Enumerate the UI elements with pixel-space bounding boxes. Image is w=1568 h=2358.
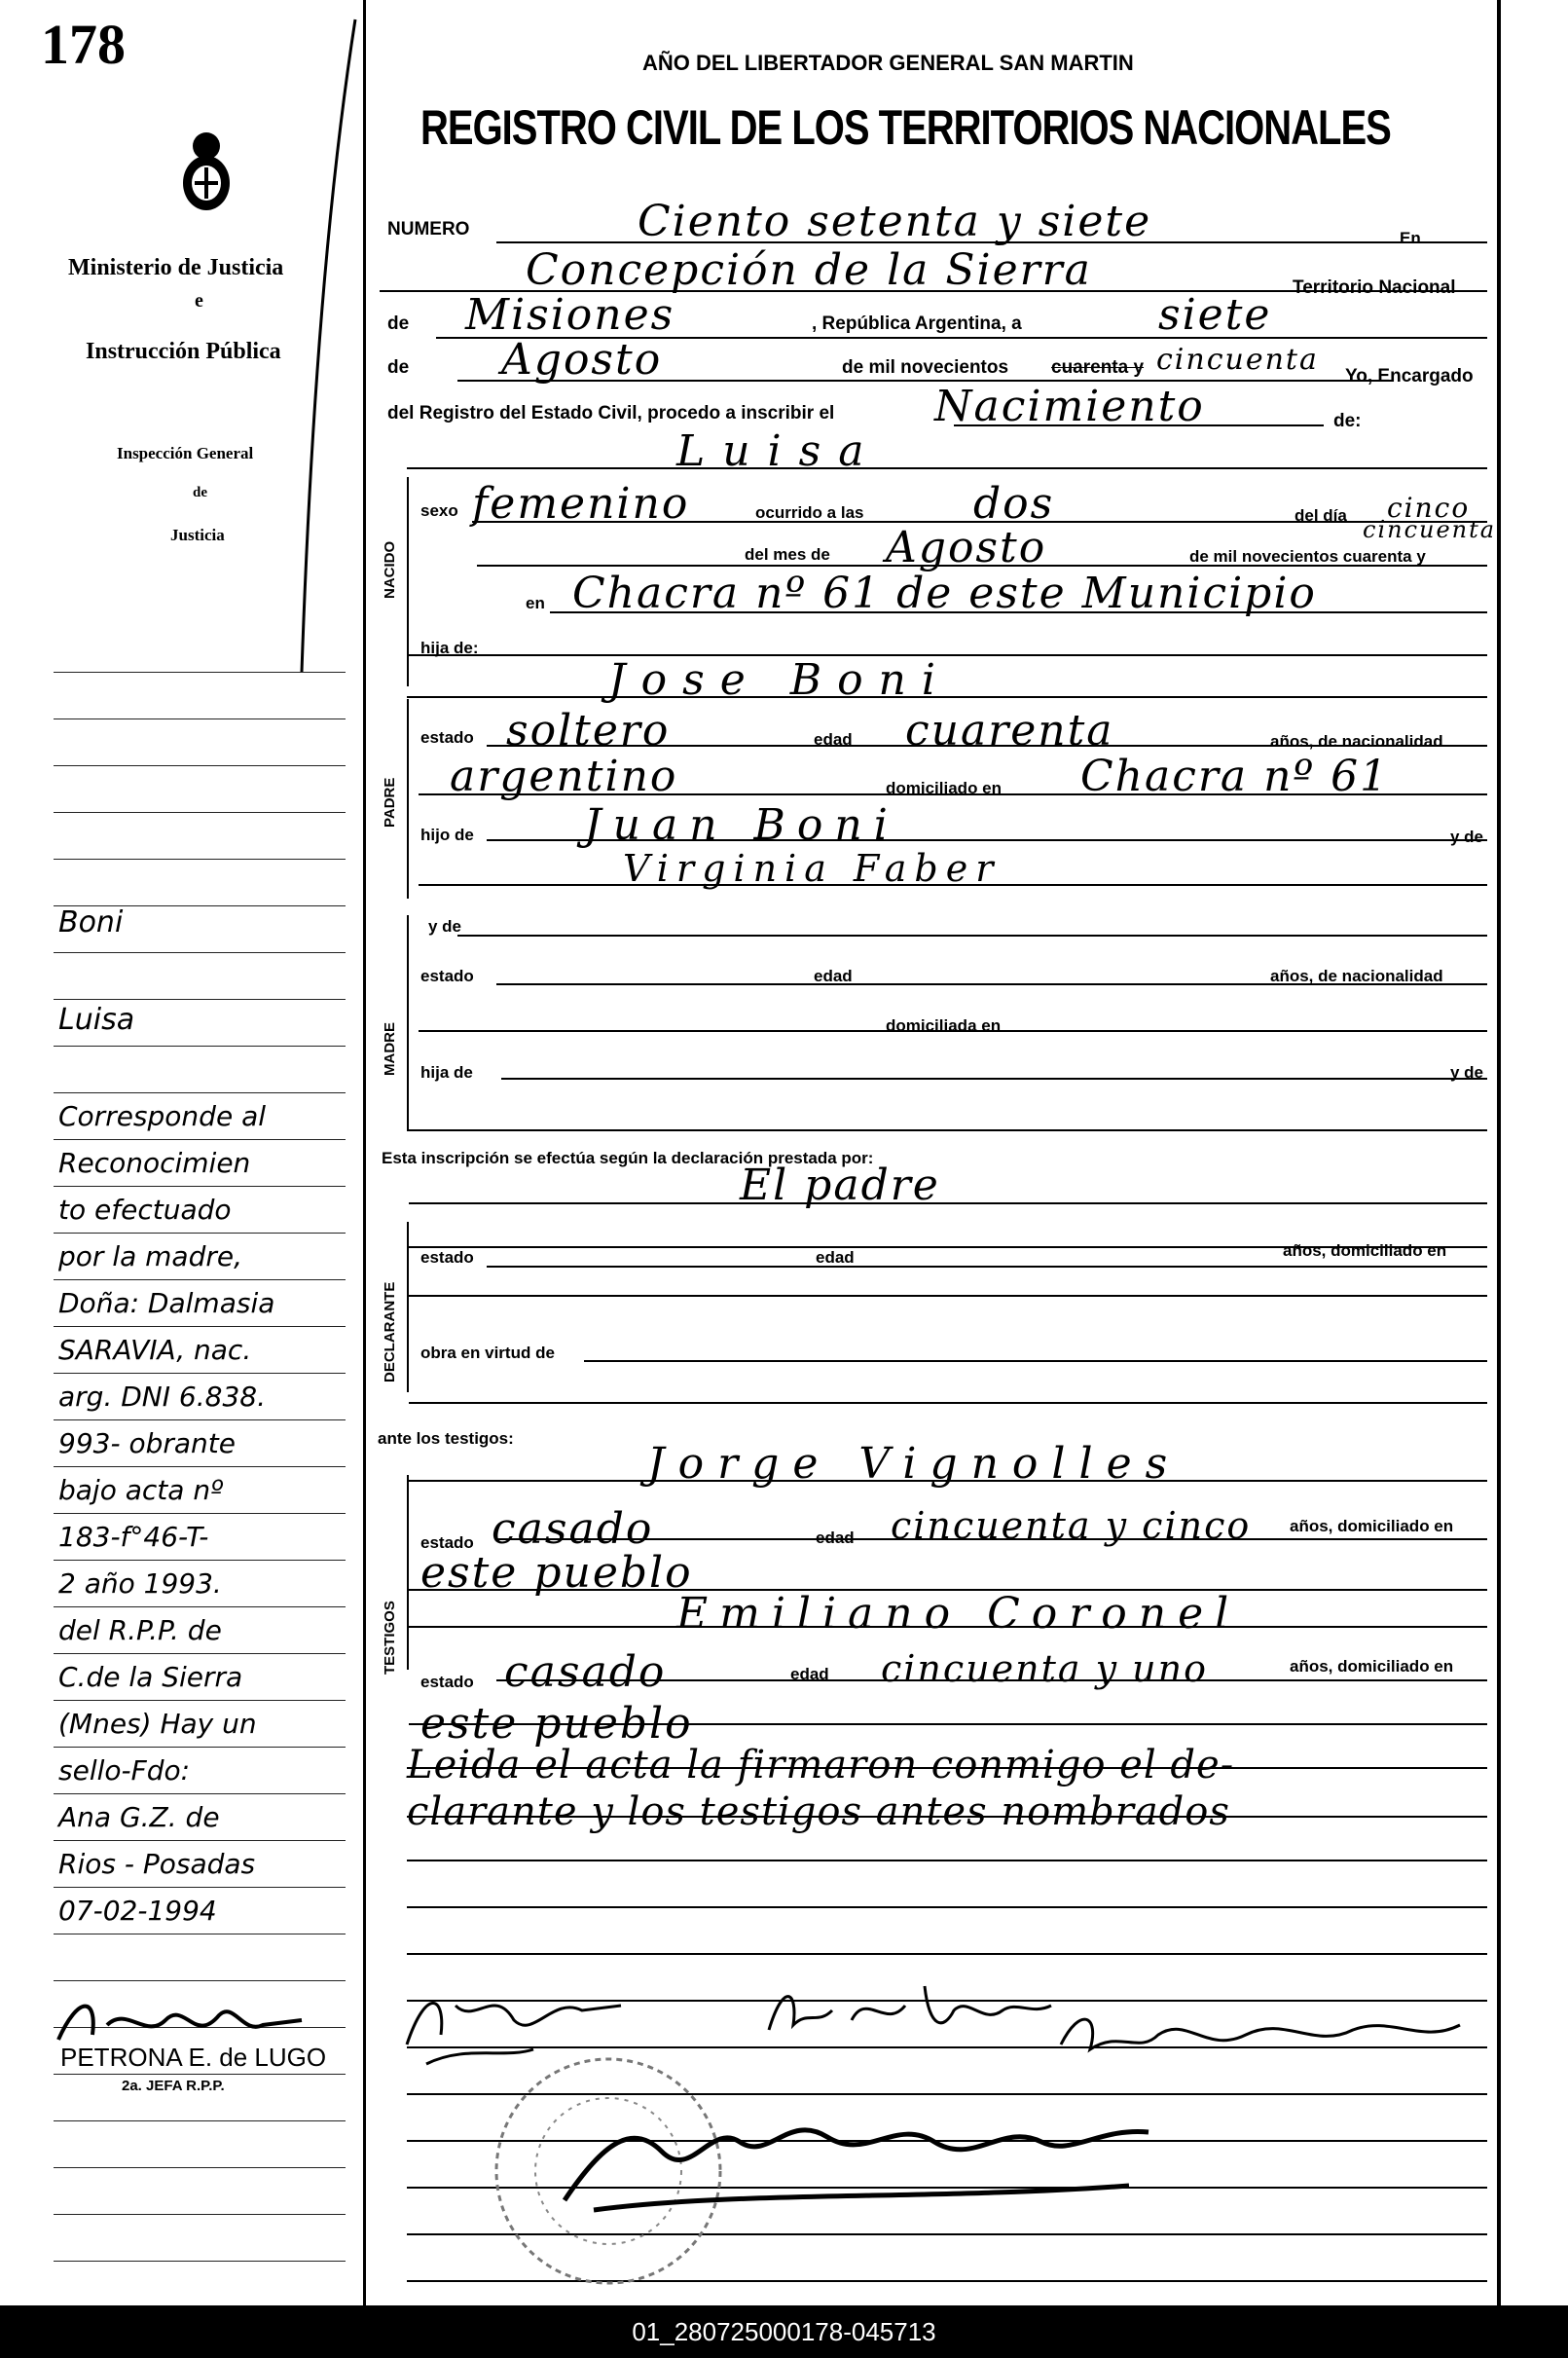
form-ruled-line — [407, 1129, 1487, 1131]
margin-ruled-line — [54, 1560, 346, 1561]
signature-registrar — [545, 2083, 1168, 2229]
coat-of-arms-icon — [167, 127, 245, 214]
form-ruled-line — [409, 1295, 1487, 1297]
margin-annotation-line: (Mnes) Hay un — [58, 1708, 257, 1740]
margin-stamp-title: 2a. JEFA R.P.P. — [122, 2078, 225, 2094]
document-id-footer: 01_280725000178-045713 — [0, 2305, 1568, 2358]
margin-surname: Boni — [58, 905, 124, 940]
declarante-section-label: DECLARANTE — [382, 1281, 398, 1382]
hija-label: hija de: — [420, 639, 479, 657]
witness2-estado-label: estado — [420, 1673, 474, 1691]
testigos-intro: ante los testigos: — [378, 1429, 514, 1448]
margin-annotation-line: sello-Fdo: — [58, 1754, 191, 1787]
margin-ruled-line — [54, 999, 346, 1000]
ministry-line2: e — [195, 290, 203, 312]
form-ruled-line — [407, 1953, 1487, 1955]
form-ruled-line — [501, 1078, 1487, 1080]
header-motto: AÑO DEL LIBERTADOR GENERAL SAN MARTIN — [642, 51, 1134, 75]
form-ruled-line — [457, 935, 1487, 937]
madre-estado-label: estado — [420, 967, 474, 985]
child-name-value: Luisa — [676, 426, 882, 476]
margin-ruled-line — [54, 1653, 346, 1654]
signature-witness2 — [1051, 1996, 1479, 2074]
margin-annotation-line: Reconocimien — [58, 1147, 251, 1179]
ministry-line3: Instrucción Pública — [86, 339, 281, 364]
witness1-edad-label: edad — [816, 1529, 855, 1547]
witness2-edad-value: cincuenta y uno — [881, 1647, 1209, 1690]
witness2-anos-label: años, domiciliado en — [1290, 1657, 1454, 1676]
sexo-value: femenino — [472, 479, 690, 529]
year-value: cincuenta — [1156, 343, 1319, 377]
margin-ruled-line — [54, 1887, 346, 1888]
place-value: Concepción de la Sierra — [526, 245, 1092, 295]
margin-given-name: Luisa — [58, 1003, 135, 1037]
margin-ruled-line — [54, 1326, 346, 1327]
margin-ruled-line — [54, 1840, 346, 1841]
numero-label: NUMERO — [387, 219, 470, 239]
witness2-domicilio-value: este pueblo — [420, 1699, 693, 1749]
madre-hija-label: hija de — [420, 1063, 473, 1082]
margin-annotation-line: 993- obrante — [58, 1427, 236, 1459]
padre-edad-label: edad — [814, 730, 853, 749]
closing-line1: Leida el acta la firmaron conmigo el de- — [407, 1743, 1235, 1787]
margin-ruled-line — [54, 1466, 346, 1467]
padre-domicilio-value: Chacra nº 61 — [1080, 752, 1390, 801]
inspection-line3: Justicia — [170, 526, 225, 544]
margin-annotation-line: 2 año 1993. — [58, 1567, 222, 1600]
padre-estado-value: soltero — [506, 706, 671, 755]
margin-ruled-line — [54, 2120, 346, 2121]
yo-label: Yo, Encargado — [1345, 366, 1474, 387]
margin-ruled-line — [54, 1139, 346, 1140]
signature-father — [759, 1971, 1071, 2049]
province-value: Misiones — [465, 290, 675, 340]
form-ruled-line — [409, 1202, 1487, 1204]
margin-annotation-line: bajo acta nº — [58, 1474, 224, 1506]
margin-annotation-line: SARAVIA, nac. — [58, 1334, 252, 1366]
margin-annotation-line: C.de la Sierra — [58, 1661, 243, 1693]
de3-label: de: — [1333, 411, 1362, 431]
margin-ruled-line — [54, 952, 346, 953]
margin-ruled-line — [54, 1419, 346, 1420]
padre-y-de-label: y de — [1450, 828, 1484, 846]
madre-bracket — [407, 915, 409, 1129]
padre-bracket — [407, 699, 409, 899]
birth-year-value: cincuenta — [1363, 516, 1497, 543]
padre-anos-label: años, de nacionalidad — [1270, 732, 1443, 751]
father-name-value: Jose Boni — [608, 655, 951, 705]
margin-annotation-line: Rios - Posadas — [58, 1848, 256, 1880]
margin-ruled-line — [54, 1513, 346, 1514]
margin-ruled-line — [54, 1793, 346, 1794]
witness1-domicilio-value: este pueblo — [420, 1548, 693, 1598]
margin-ruled-line — [54, 718, 346, 719]
header-title: REGISTRO CIVIL DE LOS TERRITORIOS NACIONALES — [420, 101, 1391, 155]
ministry-line1: Ministerio de Justicia — [68, 255, 284, 280]
witness1-estado-value: casado — [492, 1504, 654, 1554]
birth-place-value: Chacra nº 61 de este Municipio — [572, 569, 1317, 618]
republica-label: , República Argentina, a — [812, 313, 1022, 334]
form-ruled-line — [584, 1360, 1487, 1362]
declarant-value: El padre — [740, 1161, 940, 1210]
padre-domiciliado-label: domiciliado en — [886, 779, 1003, 797]
padre-section-label: PADRE — [382, 777, 398, 828]
form-ruled-line — [487, 1266, 1487, 1268]
form-ruled-line — [1085, 337, 1134, 339]
margin-stamp-name: PETRONA E. de LUGO — [60, 2043, 327, 2072]
margin-ruled-line — [54, 2167, 346, 2168]
margin-ruled-line — [54, 1747, 346, 1748]
form-ruled-line — [409, 1402, 1487, 1404]
madre-anos-label: años, de nacionalidad — [1270, 967, 1443, 985]
declarante-edad-label: edad — [816, 1248, 855, 1267]
margin-annotation-line: por la madre, — [58, 1240, 242, 1272]
witness1-estado-label: estado — [420, 1533, 474, 1552]
margin-annotation-line: Corresponde al — [58, 1100, 267, 1132]
declarante-estado-label: estado — [420, 1248, 474, 1267]
margin-ruled-line — [54, 1233, 346, 1234]
madre-y-de2-label: y de — [1450, 1063, 1484, 1082]
padre-estado-label: estado — [420, 728, 474, 747]
right-border — [1497, 0, 1501, 2305]
paternal-grandmother-value: Virginia Faber — [623, 847, 1002, 890]
padre-hijo-label: hijo de — [420, 826, 474, 844]
mes-label: del mes de — [745, 545, 830, 564]
act-value: Nacimiento — [934, 382, 1205, 431]
declarante-obra-label: obra en virtud de — [420, 1344, 555, 1362]
year-text-label: de mil novecientos — [842, 357, 1009, 378]
margin-separator — [363, 0, 366, 2305]
margin-ruled-line — [54, 812, 346, 813]
padre-nationality-value: argentino — [450, 752, 678, 801]
birth-year-label: de mil novecientos cuarenta y — [1189, 547, 1426, 566]
sexo-label: sexo — [420, 501, 458, 520]
territorio-label: Territorio Nacional — [1293, 277, 1456, 298]
witness1-edad-value: cincuenta y cinco — [891, 1504, 1252, 1547]
margin-annotation-line: del R.P.P. de — [58, 1614, 222, 1646]
birth-en-label: en — [526, 594, 545, 612]
en-label: En — [1400, 229, 1421, 247]
margin-ruled-line — [54, 1046, 346, 1047]
margin-ruled-line — [54, 1092, 346, 1093]
margin-ruled-line — [54, 2214, 346, 2215]
margin-ruled-line — [54, 1980, 346, 1981]
testigos-bracket — [407, 1475, 409, 1670]
margin-ruled-line — [54, 1279, 346, 1280]
witness2-edad-label: edad — [790, 1665, 829, 1683]
madre-edad-label: edad — [814, 967, 853, 985]
witness2-estado-value: casado — [504, 1647, 667, 1697]
page-number: 178 — [41, 13, 126, 76]
closing-line2: clarante y los testigos antes nombrados — [407, 1789, 1230, 1834]
de-label: de — [387, 313, 410, 334]
margin-annotation-line: Doña: Dalmasia — [58, 1287, 275, 1319]
day-value: siete — [1158, 290, 1272, 340]
testigos-section-label: TESTIGOS — [382, 1601, 398, 1675]
hour-value: dos — [973, 479, 1055, 529]
margin-annotation-line: 183-f°46-T- — [58, 1521, 209, 1553]
nacido-section-label: NACIDO — [382, 540, 398, 599]
margin-ruled-line — [54, 1606, 346, 1607]
year-struck-text: cuarenta y — [1051, 357, 1145, 378]
witness2-name-value: Emiliano Coronel — [676, 1589, 1241, 1639]
margin-pencil-stroke — [273, 0, 360, 682]
dia-label: del día — [1295, 506, 1347, 525]
form-ruled-line — [407, 1860, 1487, 1861]
margin-ruled-line — [54, 1373, 346, 1374]
padre-edad-value: cuarenta — [905, 706, 1114, 755]
form-ruled-line — [407, 467, 1487, 469]
declarante-anos-label: años, domiciliado en — [1283, 1241, 1447, 1260]
margin-annotation-line: to efectuado — [58, 1194, 232, 1226]
margin-ruled-line — [54, 859, 346, 860]
madre-domiciliada-label: domiciliada en — [886, 1016, 1002, 1035]
inspection-line2: de — [193, 485, 207, 500]
month-value: Agosto — [501, 335, 663, 385]
madre-y-de-label: y de — [428, 917, 462, 936]
margin-ruled-line — [54, 2261, 346, 2262]
margin-ruled-line — [54, 1186, 346, 1187]
witness1-anos-label: años, domiciliado en — [1290, 1517, 1454, 1535]
margin-annotation-line: 07-02-1994 — [58, 1895, 217, 1927]
witness1-name-value: Jorge Vignolles — [647, 1439, 1182, 1489]
declarante-bracket — [407, 1222, 409, 1392]
registro-label: del Registro del Estado Civil, procedo a inscribir el — [387, 403, 835, 424]
declarante-intro: Esta inscripción se efectúa según la declaración prestada por: — [382, 1149, 874, 1167]
form-ruled-line — [407, 1906, 1487, 1908]
birth-month-value: Agosto — [886, 523, 1047, 572]
margin-ruled-line — [54, 765, 346, 766]
paternal-grandfather-value: Juan Boni — [584, 800, 899, 850]
margin-ruled-line — [54, 1700, 346, 1701]
numero-value: Ciento setenta y siete — [638, 197, 1152, 246]
margin-annotation-line: arg. DNI 6.838. — [58, 1381, 266, 1413]
madre-section-label: MADRE — [382, 1022, 398, 1076]
de2-label: de — [387, 357, 410, 378]
birth-day-value: cinco — [1387, 492, 1471, 524]
ocurrido-label: ocurrido a las — [755, 503, 864, 522]
nacido-bracket — [407, 477, 409, 686]
margin-ruled-line — [54, 672, 346, 673]
margin-ruled-line — [54, 2074, 346, 2075]
margin-annotation-line: Ana G.Z. de — [58, 1801, 220, 1833]
inspection-line1: Inspección General — [117, 444, 254, 462]
